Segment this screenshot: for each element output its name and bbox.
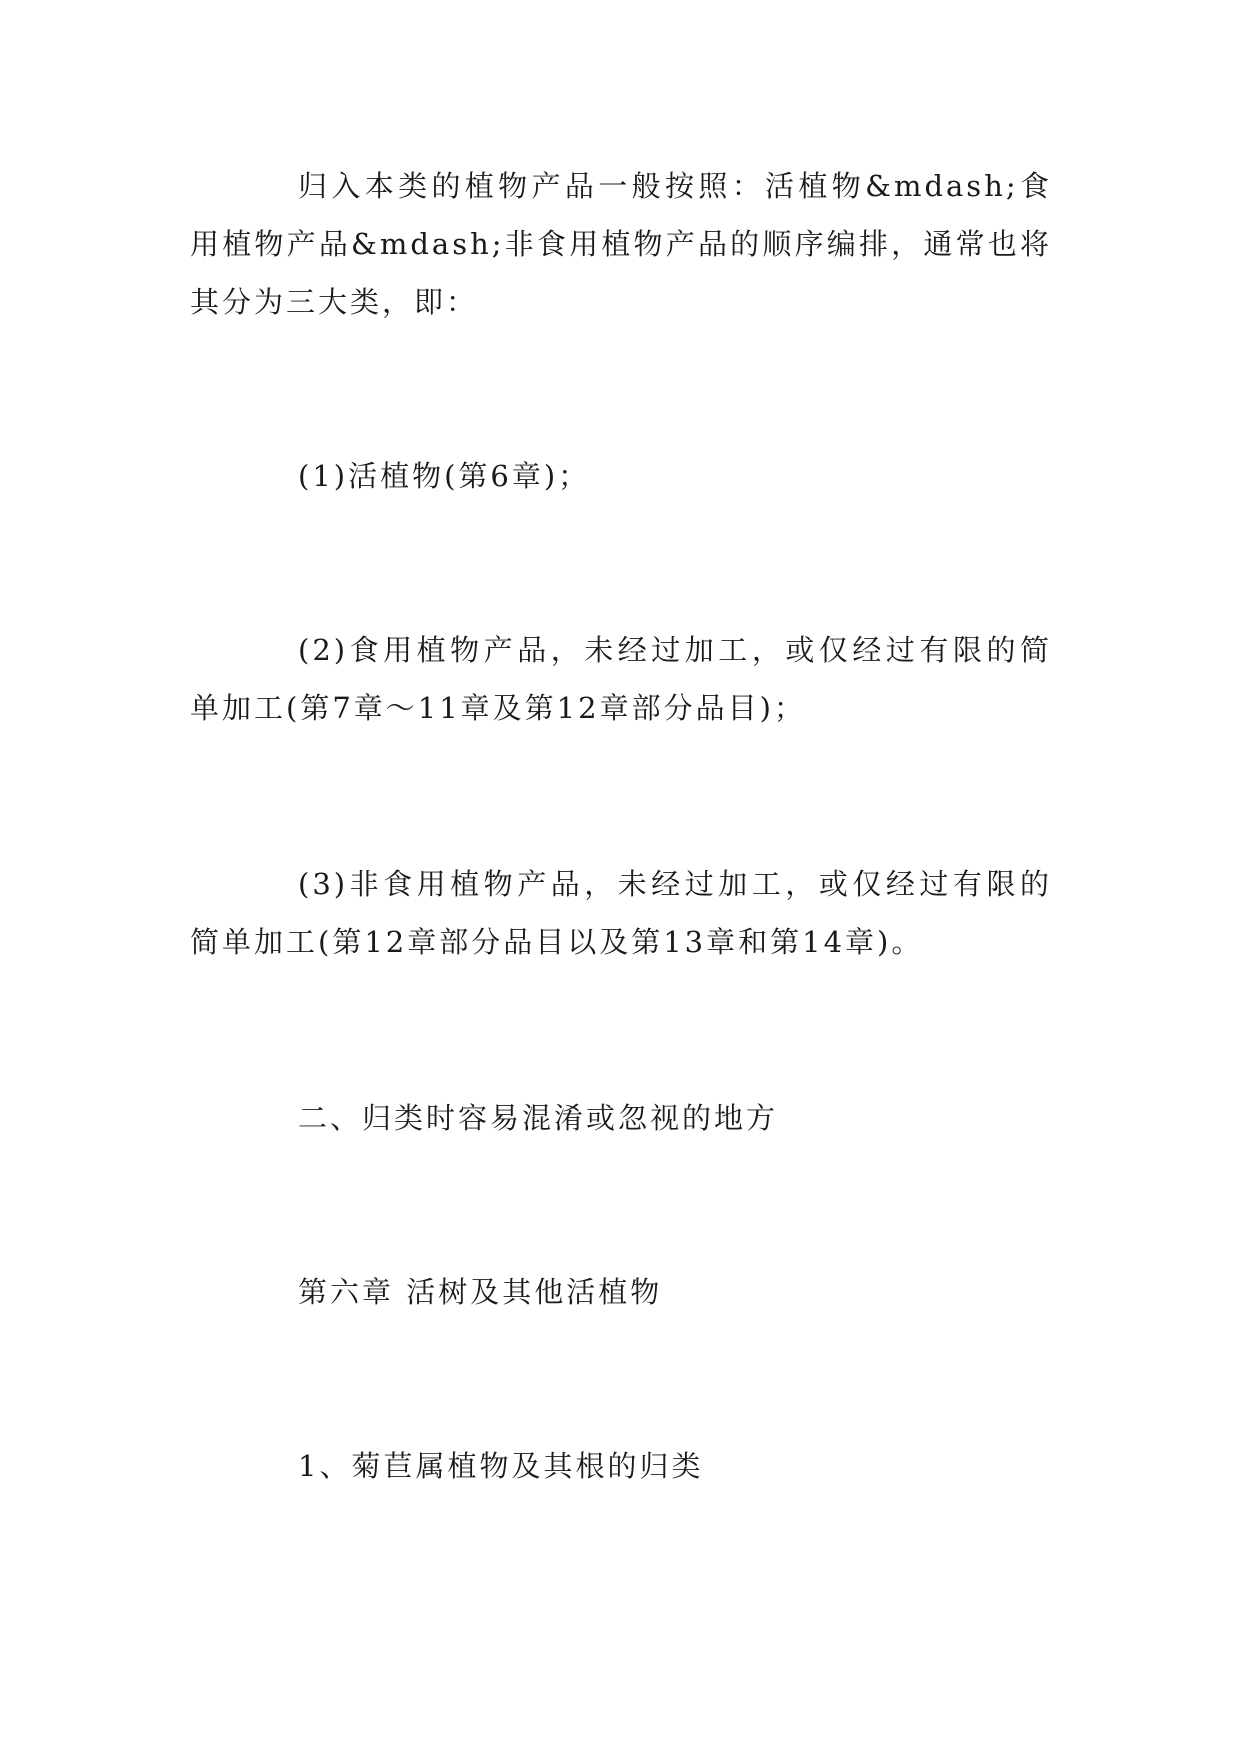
list-item-live-plants: (1)活植物(第6章)； <box>298 459 591 493</box>
section-heading: 二、归类时容易混淆或忽视的地方 <box>298 1101 779 1135</box>
list-item-edible-plant-products: (2)食用植物产品，未经过加工，或仅经过有限的简单加工(第7章～11章及第12章部分品目)； <box>190 633 1052 725</box>
chapter-heading: 第六章 活树及其他活植物 <box>298 1275 663 1309</box>
intro-paragraph: 归入本类的植物产品一般按照：活植物&mdash;食用植物产品&mdash;非食用植物产品的顺序编排，通常也将其分为三大类，即： <box>190 169 1052 319</box>
list-item-non-edible-plant-products: (3)非食用植物产品，未经过加工，或仅经过有限的简单加工(第12章部分品目以及第13章和第14章)。 <box>190 867 1052 959</box>
subsection-heading: 1、菊苣属植物及其根的归类 <box>298 1449 704 1483</box>
